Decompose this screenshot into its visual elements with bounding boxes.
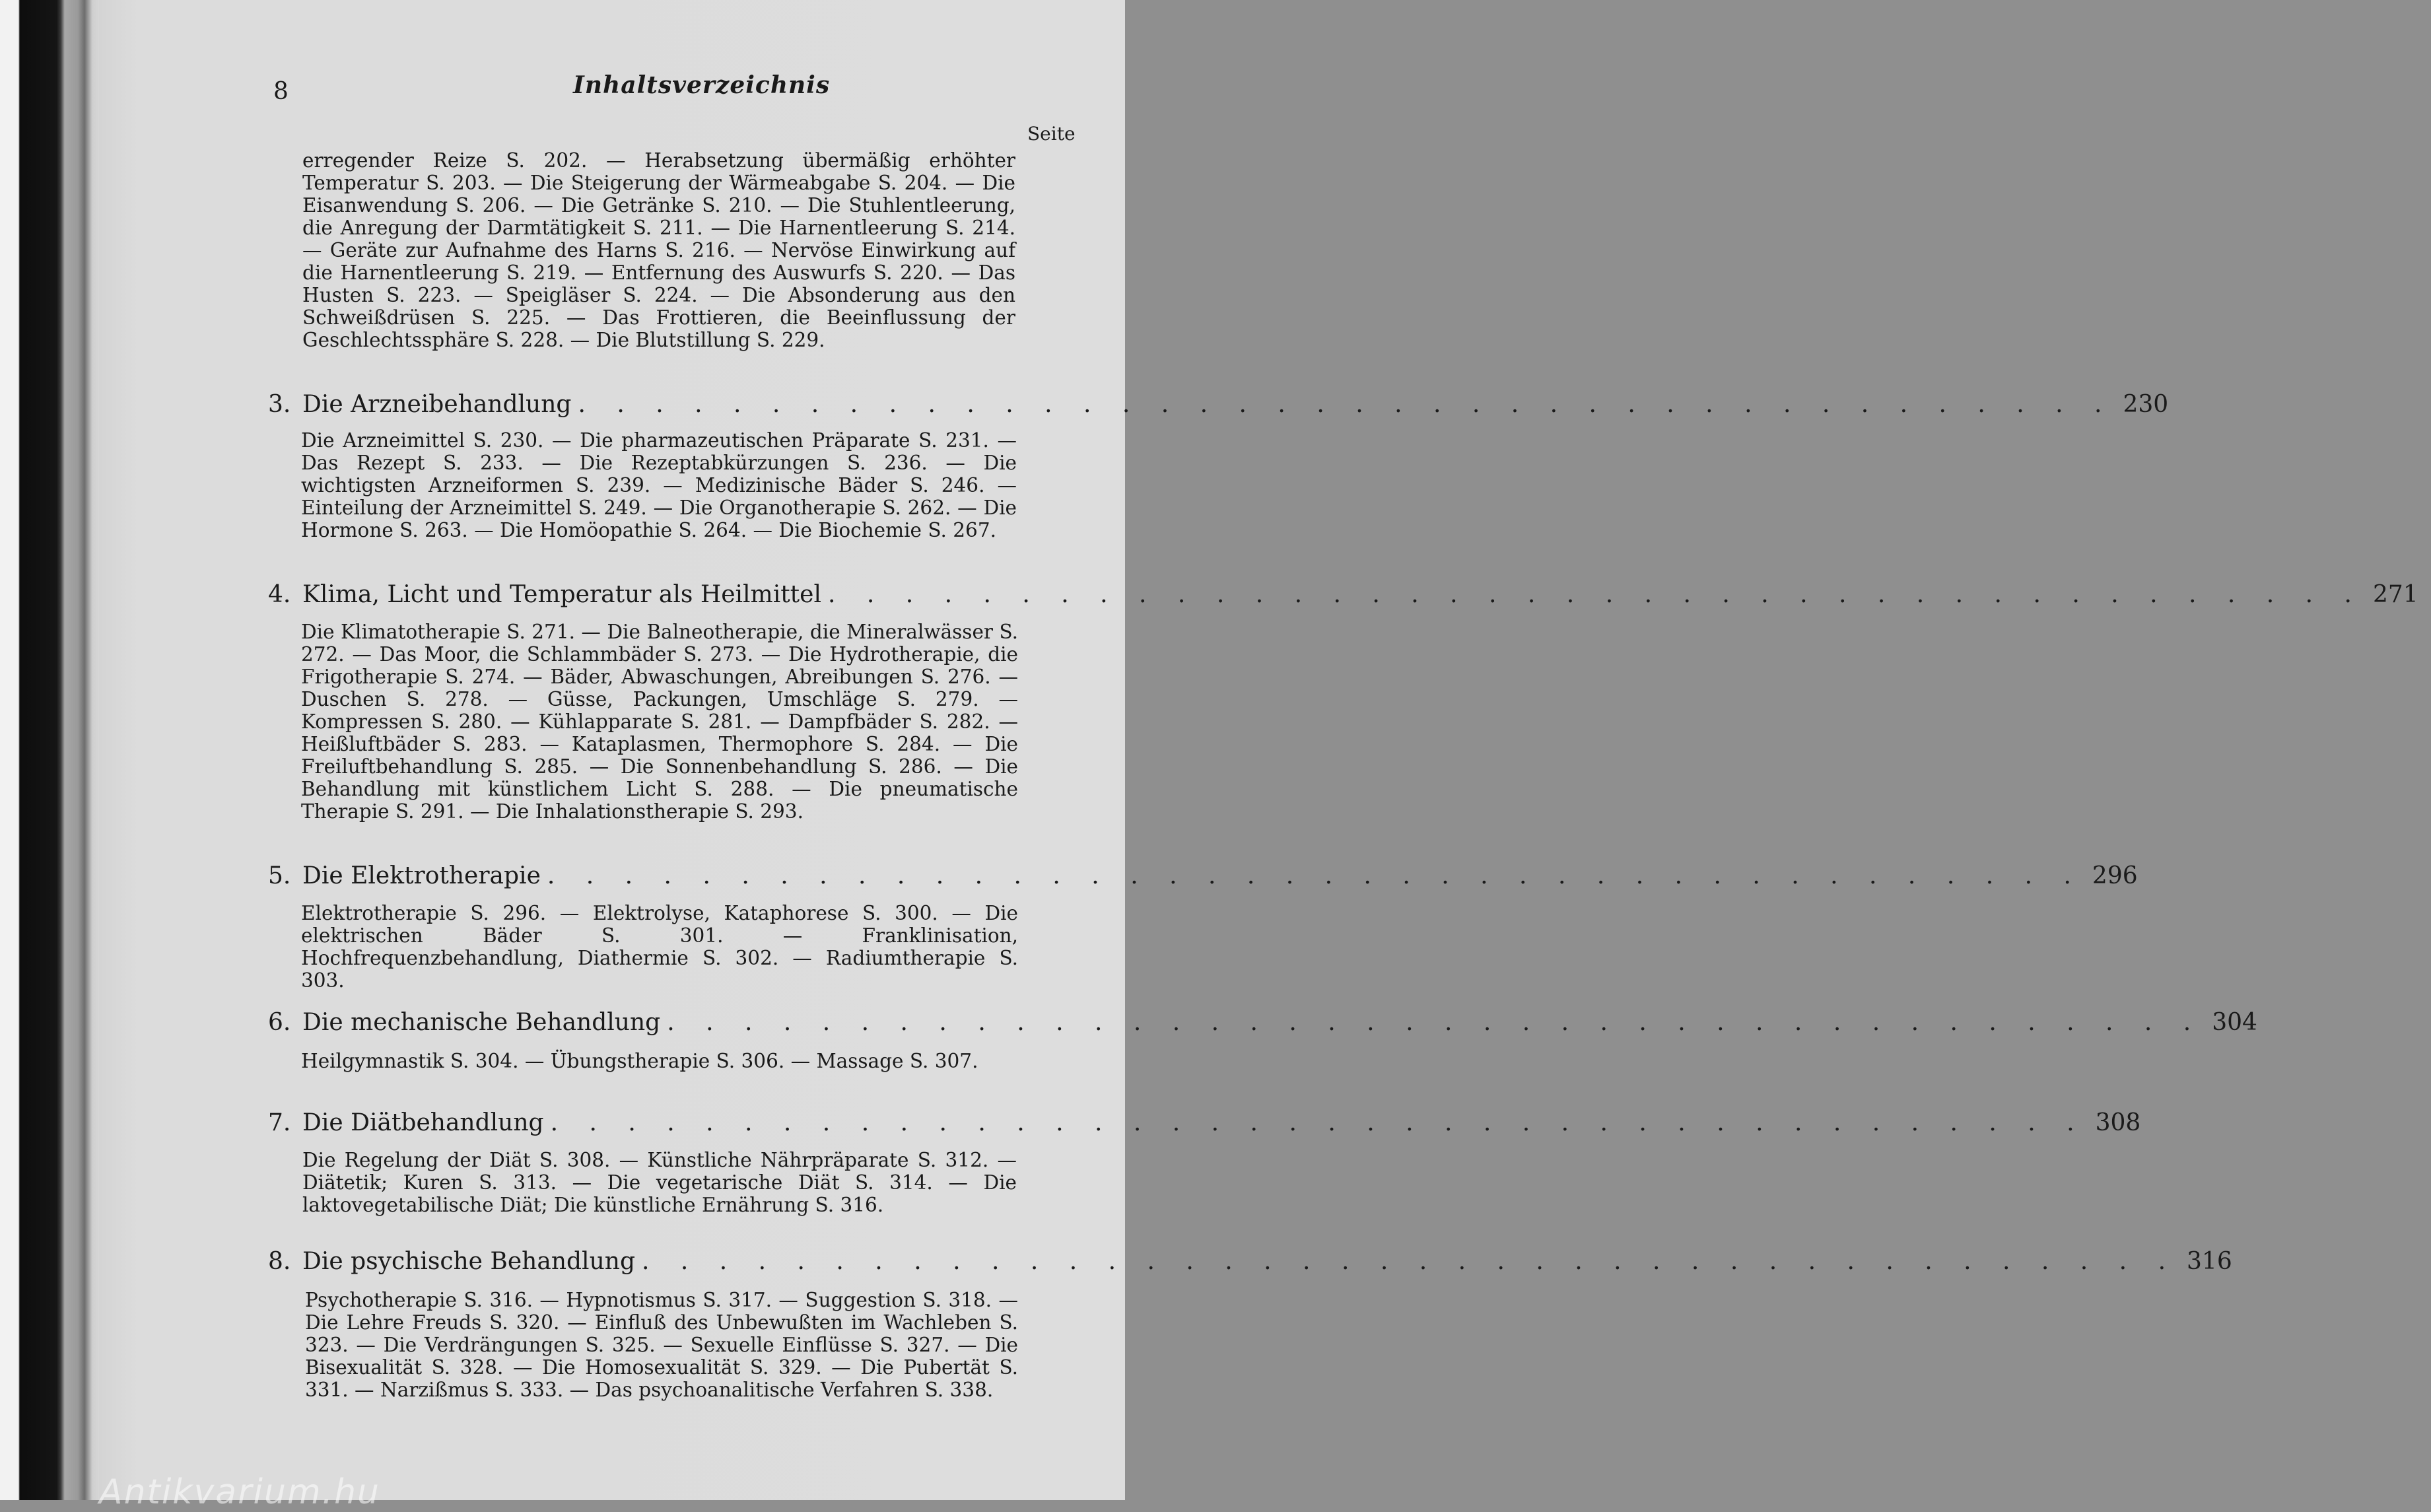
toc-entry-title: Die Diätbehandlung <box>302 1109 544 1136</box>
dot-leader: . . . . . . . . . . . . . . . . . . . . . . . . . . . . . . . . . . . . . . . . <box>547 862 2083 889</box>
toc-entry-page: 308 <box>2095 1109 2141 1136</box>
toc-entry-number: 3. <box>268 391 291 418</box>
toc-entry-title: Die Elektrotherapie <box>302 862 541 889</box>
page-column-label: Seite <box>1027 123 1076 145</box>
toc-entry-summary: Die Regelung der Diät S. 308. — Künstliche Nährpräparate S. 312. — Diätetik; Kuren S. 313. — Die vegetarische Diät S. 314. — Die laktovegetabilische Diät; Die künstliche Ernährung S. 316. <box>302 1149 1017 1216</box>
toc-entry <box>268 862 2138 893</box>
toc-entry <box>268 391 2169 421</box>
toc-entry-number: 4. <box>268 581 291 608</box>
intro-continuation-paragraph: erregender Reize S. 202. — Herabsetzung übermäßig erhöhter Temperatur S. 203. — Die Steigerung der Wärmeabgabe S. 204. — Die Eisanwendung S. 206. — Die Getränke S. 210. — Die Stuhlentleerung, die Anregung der Darmtätigkeit S. 211. — Die Harnentleerung S. 214. — Geräte zur Aufnahme des Harns S. 216. — Nervöse Einwirkung auf die Harnentleerung S. 219. — Entfernung des Auswurfs S. 220. — Das Husten S. 223. — Speigläser S. 224. — Die Absonderung aus den Schweißdrüsen S. 225. — Das Frottieren, die Beeinflussung der Geschlechtssphäre S. 228. — Die Blutstillung S. 229. <box>302 149 1015 351</box>
page-number: 8 <box>273 78 289 105</box>
toc-entry-page: 271 <box>2372 581 2418 608</box>
toc-entry-number: 5. <box>268 862 291 889</box>
toc-entry-summary: Heilgymnastik S. 304. — Übungstherapie S. 306. — Massage S. 307. <box>301 1050 978 1072</box>
toc-entry <box>268 1109 2141 1140</box>
dot-leader: . . . . . . . . . . . . . . . . . . . . . . . . . . . . . . . . . . . . . . . . <box>827 581 2364 608</box>
toc-entry-number: 6. <box>268 1009 291 1036</box>
toc-entry-title: Die Arzneibehandlung <box>302 391 572 418</box>
toc-entry-summary: Elektrotherapie S. 296. — Elektrolyse, Kataphorese S. 300. — Die elektrischen Bäder S. 301. — Franklinisation, Hochfrequenzbehandlung, Diathermie S. 302. — Radiumtherapie S. 303. <box>301 902 1018 992</box>
running-title: Inhaltsverzeichnis <box>573 71 831 99</box>
toc-entry <box>268 1009 2257 1039</box>
book-binding-edge <box>0 0 99 1500</box>
dot-leader: . . . . . . . . . . . . . . . . . . . . . . . . . . . . . . . . . . . . . . . . <box>667 1009 2203 1036</box>
toc-entry-page: 230 <box>2123 391 2169 418</box>
dot-leader: . . . . . . . . . . . . . . . . . . . . . . . . . . . . . . . . . . . . . . . . <box>641 1248 2178 1275</box>
toc-entry-page: 316 <box>2187 1248 2232 1275</box>
toc-entry-summary: Die Klimatotherapie S. 271. — Die Balneotherapie, die Mineralwässer S. 272. — Das Moor, die Schlammbäder S. 273. — Die Hydrotherapie, die Frigotherapie S. 274. — Bäder, Abwaschungen, Abreibungen S. 276. — Duschen S. 278. — Güsse, Packungen, Umschläge S. 279. — Kompressen S. 280. — Kühlapparate S. 281. — Dampfbäder S. 282. — Heißluftbäder S. 283. — Kataplasmen, Thermophore S. 284. — Die Freiluftbehandlung S. 285. — Die Sonnenbehandlung S. 286. — Die Behandlung mit künstlichem Licht S. 288. — Die pneumatische Therapie S. 291. — Die Inhalationstherapie S. 293. <box>301 621 1018 823</box>
toc-entry-summary: Die Arzneimittel S. 230. — Die pharmazeutischen Präparate S. 231. — Das Rezept S. 233. — Die Rezeptabkürzungen S. 236. — Die wichtigsten Arzneiformen S. 239. — Medizinische Bäder S. 246. — Einteilung der Arzneimittel S. 249. — Die Organotherapie S. 262. — Die Hormone S. 263. — Die Homöopathie S. 264. — Die Biochemie S. 267. <box>301 429 1017 541</box>
toc-entry-title: Die psychische Behandlung <box>302 1248 635 1275</box>
dot-leader: . . . . . . . . . . . . . . . . . . . . . . . . . . . . . . . . . . . . . . . . <box>550 1109 2086 1136</box>
toc-entry <box>268 581 2418 611</box>
toc-entry-number: 8. <box>268 1248 291 1275</box>
dot-leader: . . . . . . . . . . . . . . . . . . . . . . . . . . . . . . . . . . . . . . . . <box>578 391 2114 418</box>
toc-entry <box>268 1248 2232 1278</box>
toc-entry-page: 304 <box>2212 1009 2257 1036</box>
toc-entry-title: Klima, Licht und Temperatur als Heilmittel <box>302 581 821 608</box>
watermark-text: Antikvarium.hu <box>99 1472 380 1512</box>
toc-entry-page: 296 <box>2092 862 2138 889</box>
toc-entry-title: Die mechanische Behandlung <box>302 1009 661 1036</box>
toc-entry-summary: Psychotherapie S. 316. — Hypnotismus S. 317. — Suggestion S. 318. — Die Lehre Freuds S. 320. — Einfluß des Unbewußten im Wachleben S. 323. — Die Verdrängungen S. 325. — Sexuelle Einflüsse S. 327. — Die Bisexualität S. 328. — Die Homosexualität S. 329. — Die Pubertät S. 331. — Narzißmus S. 333. — Das psychoanalitische Verfahren S. 338. <box>305 1289 1018 1401</box>
toc-entry-number: 7. <box>268 1109 291 1136</box>
